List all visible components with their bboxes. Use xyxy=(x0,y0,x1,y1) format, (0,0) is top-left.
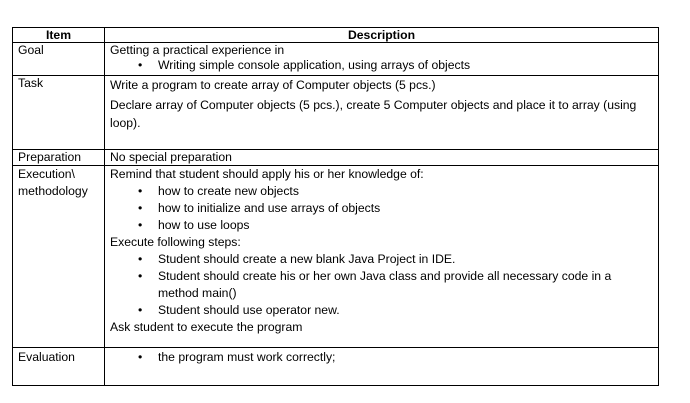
header-row xyxy=(13,28,659,43)
task-line-1: Write a program to create array of Computer objects (5 pcs.) xyxy=(110,78,436,92)
execution-label-line-2: methodology xyxy=(18,184,88,198)
execution-label-line-1: Execution\ xyxy=(18,167,75,181)
goal-row xyxy=(13,43,659,76)
evaluation-row xyxy=(13,348,659,386)
execution-remind: Remind that student should apply his or her knowledge of: xyxy=(110,167,424,181)
knowledge-list xyxy=(110,183,653,234)
knowledge-item: • how to initialize and use arrays of objects xyxy=(157,200,653,217)
task-label: Task xyxy=(13,76,105,150)
knowledge-item: • how to use loops xyxy=(157,217,653,234)
goal-bullet-list xyxy=(110,58,653,73)
evaluation-bullet: • the program must work correctly; xyxy=(157,350,653,365)
task-description xyxy=(105,76,659,150)
knowledge-item: • how to create new objects xyxy=(157,183,653,200)
preparation-row xyxy=(13,150,659,166)
steps-list xyxy=(110,251,653,319)
evaluation-description xyxy=(105,348,659,386)
preparation-label: Preparation xyxy=(13,150,105,166)
evaluation-label: Evaluation xyxy=(13,348,105,386)
task-line-2: Declare array of Computer objects (5 pcs.), create 5 Computer objects and place it to array (using loop). xyxy=(110,98,637,130)
goal-intro: Getting a practical experience in xyxy=(110,43,285,57)
step-item: • Student should create a new blank Java Project in IDE. xyxy=(157,251,653,268)
task-description-table xyxy=(12,27,659,386)
goal-description xyxy=(105,43,659,76)
goal-bullet: • Writing simple console application, using arrays of objects xyxy=(157,58,653,73)
execution-row xyxy=(13,166,659,348)
goal-label: Goal xyxy=(13,43,105,76)
step-item: • Student should create his or her own Java class and provide all necessary code in a method main() xyxy=(157,268,653,302)
evaluation-bullet-list xyxy=(110,350,653,365)
header-item: Item xyxy=(13,28,105,43)
preparation-description: No special preparation xyxy=(105,150,659,166)
task-row xyxy=(13,76,659,150)
step-item: • Student should use operator new. xyxy=(157,302,653,319)
execution-closing: Ask student to execute the program xyxy=(110,320,303,334)
execution-label xyxy=(13,166,105,348)
execution-description xyxy=(105,166,659,348)
header-description: Description xyxy=(105,28,659,43)
execution-steps-intro: Execute following steps: xyxy=(110,235,241,249)
